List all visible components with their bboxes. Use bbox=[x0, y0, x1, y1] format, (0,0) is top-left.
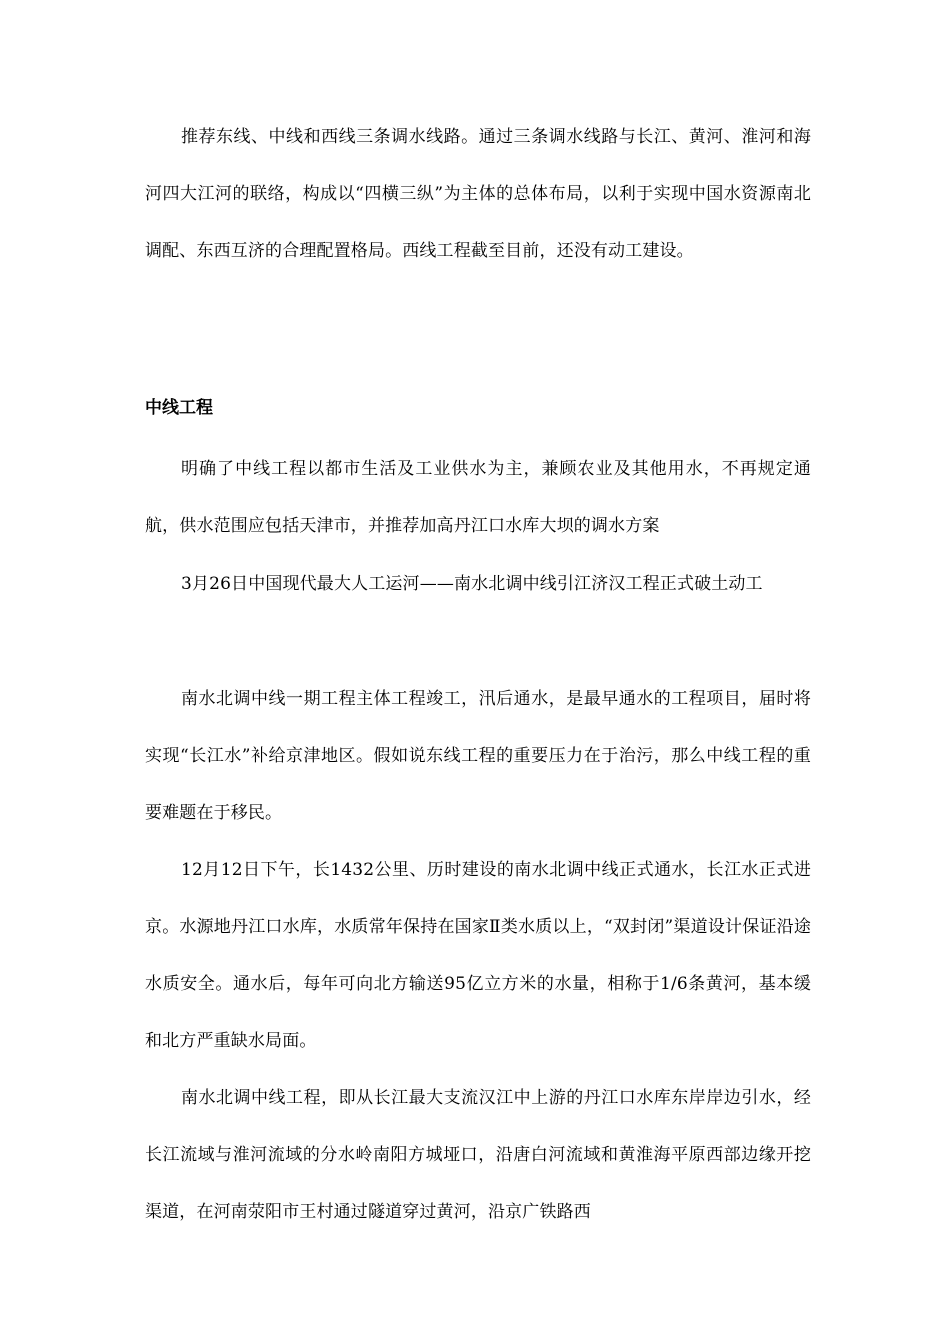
paragraph-phase-one: 南水北调中线一期工程主体工程竣工，汛后通水，是最早通水的工程项目，届时将实现“长江水”补给京津地区。假如说东线工程的重要压力在于治污，那么中线工程的重要难题在于移民。 bbox=[145, 689, 811, 823]
paragraph-water-delivery: 12月12日下午，长1432公里、历时建设的南水北调中线正式通水，长江水正式进京。水源地丹江口水库，水质常年保持在国家Ⅱ类水质以上，“双封闭”渠道设计保证沿途水质安全。通水后，每年可向北方输送95亿立方米的水量，相称于1/6条黄河，基本缓和北方严重缺水局面。 bbox=[145, 860, 811, 1051]
intro-paragraph: 推荐东线、中线和西线三条调水线路。通过三条调水线路与长江、黄河、淮河和海河四大江河的联络，构成以“四横三纵”为主体的总体布局，以利于实现中国水资源南北调配、东西互济的合理配置格局。西线工程截至目前，还没有动工建设。 bbox=[145, 127, 811, 261]
section-heading: 中线工程 bbox=[145, 398, 213, 418]
paragraph-route: 南水北调中线工程，即从长江最大支流汉江中上游的丹江口水库东岸岸边引水，经长江流域与淮河流域的分水岭南阳方城垭口，沿唐白河流域和黄淮海平原西部边缘开挖渠道，在河南荥阳市王村通过隧道穿过黄河，沿京广铁路西 bbox=[145, 1088, 811, 1222]
paragraph-groundbreaking: 3月26日中国现代最大人工运河——南水北调中线引江济汉工程正式破土动工 bbox=[181, 574, 763, 594]
paragraph-scope: 明确了中线工程以都市生活及工业供水为主，兼顾农业及其他用水，不再规定通航，供水范围应包括天津市，并推荐加高丹江口水库大坝的调水方案 bbox=[145, 459, 811, 536]
